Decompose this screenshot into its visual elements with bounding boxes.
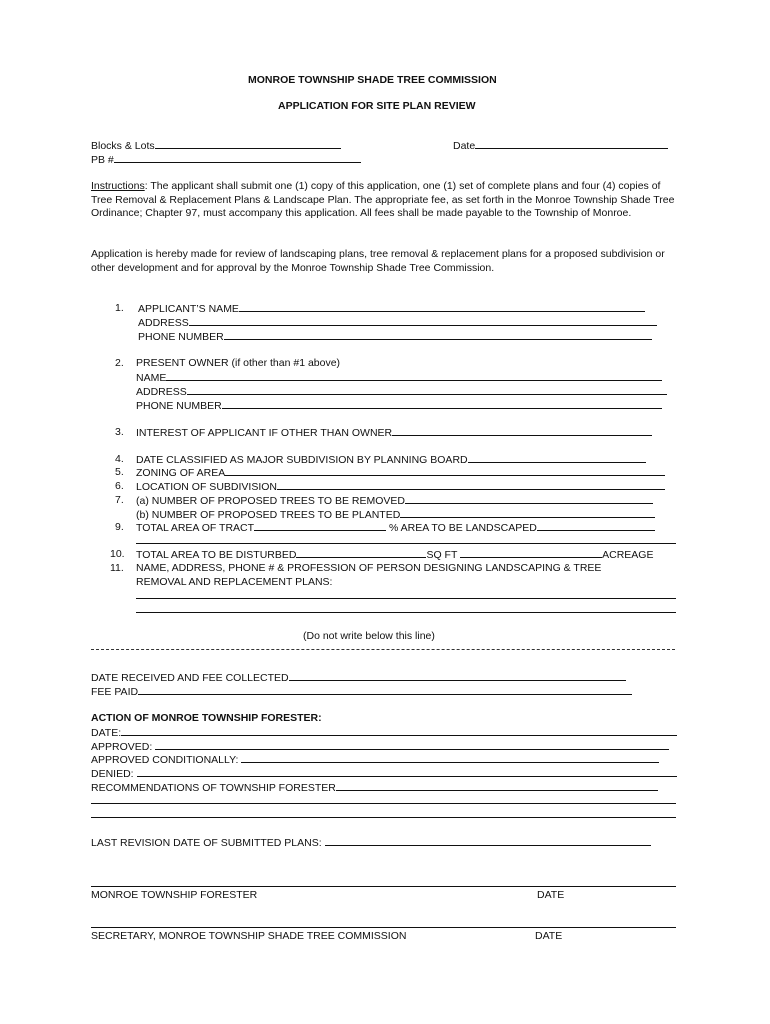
last-revision-field[interactable]: [91, 836, 651, 850]
date-received-label: DATE RECEIVED AND FEE COLLECTED: [91, 672, 289, 684]
date-label: Date: [453, 140, 476, 152]
date-received-field[interactable]: [91, 671, 626, 685]
total-area-label: TOTAL AREA OF TRACT: [136, 522, 255, 534]
applicant-phone-line[interactable]: [224, 330, 652, 340]
trees-planted-field[interactable]: [136, 508, 655, 522]
instructions-label: Instructions: [91, 180, 145, 192]
location-field[interactable]: [136, 480, 665, 494]
date-field[interactable]: [453, 139, 668, 153]
interest-label: INTEREST OF APPLICANT IF OTHER THAN OWNER: [136, 427, 393, 439]
applicant-phone-label: PHONE NUMBER: [138, 331, 224, 343]
trees-planted-line[interactable]: [400, 508, 655, 518]
denied-field[interactable]: [91, 767, 677, 781]
zoning-field[interactable]: [136, 466, 665, 480]
owner-name-line[interactable]: [166, 371, 662, 381]
trees-planted-label: (b) NUMBER OF PROPOSED TREES TO BE PLANTED: [136, 509, 401, 521]
approved-conditionally-label: APPROVED CONDITIONALLY:: [91, 754, 239, 766]
approved-conditionally-line[interactable]: [241, 753, 659, 763]
fee-paid-label: FEE PAID: [91, 686, 139, 698]
designer-label-line1: NAME, ADDRESS, PHONE # & PROFESSION OF PERSON DESIGNING LANDSCAPING & TREE: [136, 562, 602, 574]
item-number-7: 7.: [115, 494, 124, 506]
forester-action-heading: ACTION OF MONROE TOWNSHIP FORESTER:: [91, 712, 322, 724]
approved-field[interactable]: [91, 740, 669, 754]
recommendations-line-2[interactable]: [91, 803, 676, 804]
trees-removed-field[interactable]: [136, 494, 653, 508]
recommendations-line-3[interactable]: [91, 817, 676, 818]
pb-label: PB #: [91, 154, 114, 166]
owner-address-line[interactable]: [187, 385, 667, 395]
disturbed-acreage-line[interactable]: [460, 548, 602, 558]
application-statement: Application is hereby made for review of landscaping plans, tree removal & replacement plans for a proposed subdivision or other development and for approval by the Monroe Township Shade Tree Commission.: [91, 248, 665, 274]
item-number-2: 2.: [115, 357, 124, 369]
secretary-signature-date-label: DATE: [535, 930, 563, 942]
approved-label: APPROVED:: [91, 741, 153, 753]
last-revision-line[interactable]: [325, 836, 651, 846]
secretary-signature-label: SECRETARY, MONROE TOWNSHIP SHADE TREE COMMISSION: [91, 930, 407, 942]
applicant-name-field[interactable]: [138, 302, 645, 316]
fee-paid-field[interactable]: [91, 685, 632, 699]
forester-date-field[interactable]: [91, 726, 677, 740]
owner-phone-label: PHONE NUMBER: [136, 400, 222, 412]
date-received-line[interactable]: [289, 671, 626, 681]
location-label: LOCATION OF SUBDIVISION: [136, 481, 277, 493]
forester-signature-label: MONROE TOWNSHIP FORESTER: [91, 889, 258, 901]
item-number-10: 10.: [110, 548, 125, 560]
disturbed-field[interactable]: [136, 548, 653, 562]
applicant-name-label: APPLICANT’S NAME: [138, 303, 239, 315]
interest-field[interactable]: [136, 426, 652, 440]
approved-line[interactable]: [155, 740, 669, 750]
do-not-write-note: (Do not write below this line): [303, 630, 435, 642]
pct-landscaped-label: % AREA TO BE LANDSCAPED: [388, 522, 537, 534]
owner-name-field[interactable]: [136, 371, 662, 385]
interest-line[interactable]: [392, 426, 652, 436]
recommendations-line[interactable]: [336, 781, 658, 791]
classified-label: DATE CLASSIFIED AS MAJOR SUBDIVISION BY PLANNING BOARD: [136, 454, 468, 466]
forester-signature-date-label: DATE: [537, 889, 565, 901]
denied-line[interactable]: [137, 767, 677, 777]
blocks-lots-line[interactable]: [155, 139, 341, 149]
total-area-field[interactable]: [136, 521, 655, 535]
item-number-1: 1.: [115, 302, 124, 314]
acreage-label: ACREAGE: [602, 549, 654, 561]
total-area-extra-line[interactable]: [136, 543, 676, 544]
applicant-address-line[interactable]: [189, 316, 657, 326]
cut-line-divider: [91, 649, 675, 650]
denied-label: DENIED:: [91, 768, 134, 780]
designer-line-2[interactable]: [136, 612, 676, 613]
date-line[interactable]: [475, 139, 668, 149]
last-revision-label: LAST REVISION DATE OF SUBMITTED PLANS:: [91, 837, 322, 849]
fee-paid-line[interactable]: [138, 685, 632, 695]
total-area-line[interactable]: [254, 521, 386, 531]
applicant-name-line[interactable]: [239, 302, 645, 312]
commission-title: MONROE TOWNSHIP SHADE TREE COMMISSION: [248, 74, 497, 86]
disturbed-label: TOTAL AREA TO BE DISTURBED: [136, 549, 297, 561]
approved-conditionally-field[interactable]: [91, 753, 659, 767]
instructions-text: : The applicant shall submit one (1) copy of this application, one (1) set of complete plans and four (4) copies of Tree Removal & Replacement Plans & Landscape Plan. The appropriate fee, as set forth in the Monroe Township Shade Tree Ordinance; Chapter 97, must accompany this application. All fees shall be made payable to the Township of Monroe.: [91, 180, 675, 220]
pb-field[interactable]: [91, 153, 361, 167]
trees-removed-line[interactable]: [405, 494, 653, 504]
classified-line[interactable]: [468, 453, 646, 463]
item-number-5: 5.: [115, 466, 124, 478]
pb-line[interactable]: [114, 153, 361, 163]
owner-address-label: ADDRESS: [136, 386, 187, 398]
recommendations-label: RECOMMENDATIONS OF TOWNSHIP FORESTER: [91, 782, 336, 794]
owner-phone-line[interactable]: [222, 399, 662, 409]
applicant-address-field[interactable]: [138, 316, 657, 330]
classified-field[interactable]: [136, 453, 646, 467]
sqft-label: SQ FT: [426, 549, 458, 561]
owner-address-field[interactable]: [136, 385, 667, 399]
applicant-address-label: ADDRESS: [138, 317, 189, 329]
recommendations-field[interactable]: [91, 781, 658, 795]
forester-date-label: DATE:: [91, 727, 122, 739]
item-number-4: 4.: [115, 453, 124, 465]
present-owner-label: PRESENT OWNER (if other than #1 above): [136, 357, 341, 369]
form-title: APPLICATION FOR SITE PLAN REVIEW: [278, 100, 476, 112]
pct-landscaped-line[interactable]: [537, 521, 655, 531]
owner-phone-field[interactable]: [136, 399, 662, 413]
item-number-9: 9.: [115, 521, 124, 533]
owner-name-label: NAME: [136, 372, 167, 384]
zoning-label: ZONING OF AREA: [136, 467, 226, 479]
blocks-lots-label: Blocks & Lots: [91, 140, 155, 152]
blocks-lots-field[interactable]: [91, 139, 341, 153]
designer-label-line2: REMOVAL AND REPLACEMENT PLANS:: [136, 576, 333, 588]
applicant-phone-field[interactable]: [138, 330, 652, 344]
forester-signature-line[interactable]: [91, 886, 676, 887]
instructions-paragraph: [91, 180, 679, 221]
secretary-signature-line[interactable]: [91, 927, 676, 928]
disturbed-sqft-line[interactable]: [296, 548, 426, 558]
item-number-11: 11.: [110, 562, 124, 574]
designer-line-1[interactable]: [136, 598, 676, 599]
item-number-6: 6.: [115, 480, 124, 492]
item-number-3: 3.: [115, 426, 124, 438]
trees-removed-label: (a) NUMBER OF PROPOSED TREES TO BE REMOVED: [136, 495, 405, 507]
zoning-line[interactable]: [225, 466, 665, 476]
location-line[interactable]: [277, 480, 665, 490]
forester-date-line[interactable]: [121, 726, 677, 736]
